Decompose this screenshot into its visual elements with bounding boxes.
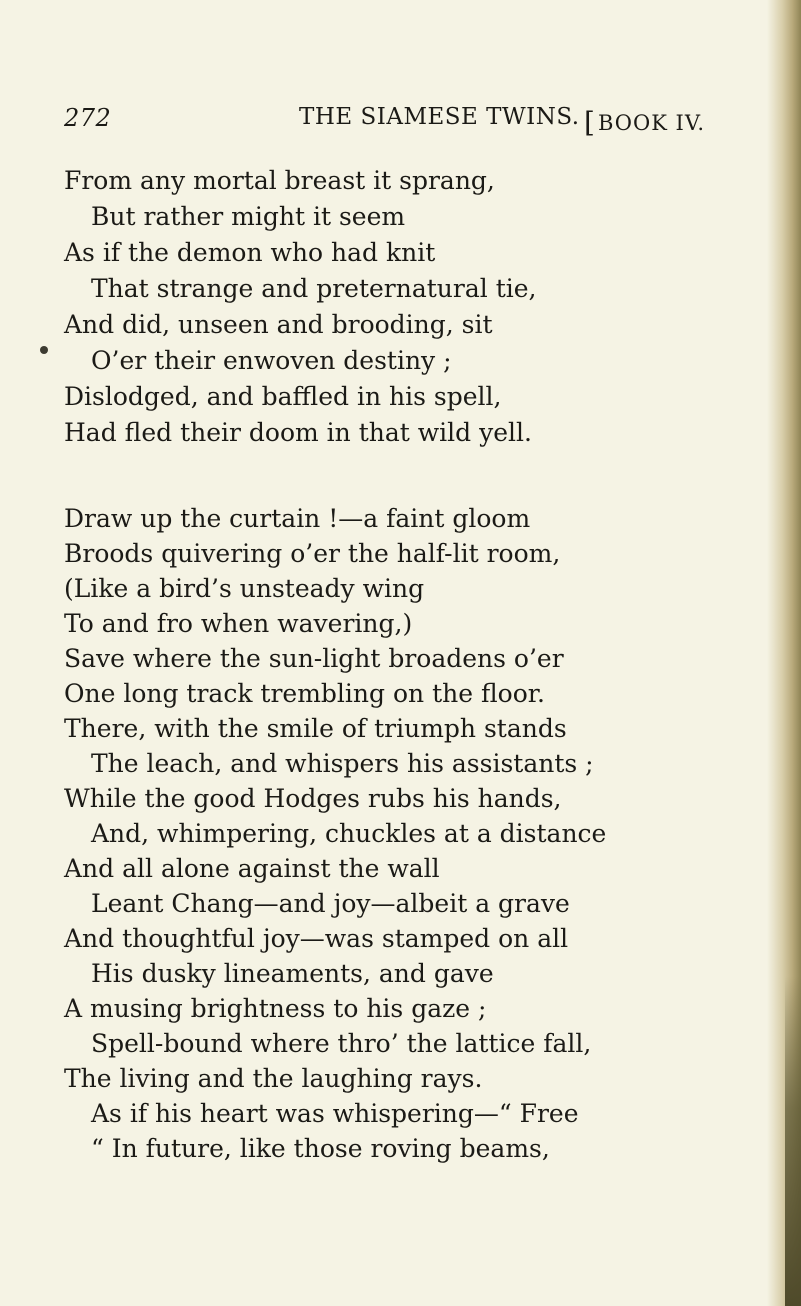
running-title: THE SIAMESE TWINS.: [299, 104, 580, 130]
poem-line: Save where the sun-light broadens o’er: [64, 644, 564, 673]
poem-line: As if his heart was whispering—“ Free: [91, 1099, 579, 1128]
poem-line: To and fro when wavering,): [64, 609, 413, 638]
poem-line: From any mortal breast it sprang,: [64, 166, 495, 195]
poem-line: Draw up the curtain !—a faint gloom: [64, 504, 531, 533]
poem-line: Spell-bound where thro’ the lattice fall,: [91, 1029, 592, 1058]
poem-line: (Like a bird’s unsteady wing: [64, 574, 425, 603]
page-edge-dark-shadow: [785, 976, 801, 1306]
poem-line: And, whimpering, chuckles at a distance: [91, 819, 607, 848]
book-label: [584, 104, 705, 137]
poem-line: While the good Hodges rubs his hands,: [64, 784, 562, 813]
poem-line: That strange and preternatural tie,: [91, 274, 537, 303]
poem-line: Leant Chang—and joy—albeit a grave: [91, 889, 570, 918]
poem-line: As if the demon who had knit: [64, 238, 436, 267]
poem-line: The living and the laughing rays.: [64, 1064, 483, 1093]
page-header: [64, 104, 738, 144]
page-number: 272: [64, 104, 112, 132]
poem-line: And all alone against the wall: [64, 854, 440, 883]
poem-line: His dusky lineaments, and gave: [91, 959, 494, 988]
poem-line: “ In future, like those roving beams,: [91, 1134, 550, 1163]
poem-line: There, with the smile of triumph stands: [64, 714, 567, 743]
book-label-bracket: [: [584, 106, 596, 139]
poem-line: Broods quivering o’er the half-lit room,: [64, 539, 561, 568]
book-label-text: BOOK IV.: [597, 111, 706, 135]
ink-speck: [40, 346, 48, 354]
poem-line: Dislodged, and baffled in his spell,: [64, 382, 502, 411]
poem-line: Had fled their doom in that wild yell.: [64, 418, 532, 447]
poem-line: But rather might it seem: [91, 202, 406, 231]
poem-line: And thoughtful joy—was stamped on all: [64, 924, 569, 953]
poem-line: A musing brightness to his gaze ;: [64, 994, 487, 1023]
poem-line: One long track trembling on the floor.: [64, 679, 545, 708]
poem-line: The leach, and whispers his assistants ;: [91, 749, 594, 778]
poem-line: And did, unseen and brooding, sit: [64, 310, 493, 339]
poem-line: O’er their enwoven destiny ;: [91, 346, 452, 375]
